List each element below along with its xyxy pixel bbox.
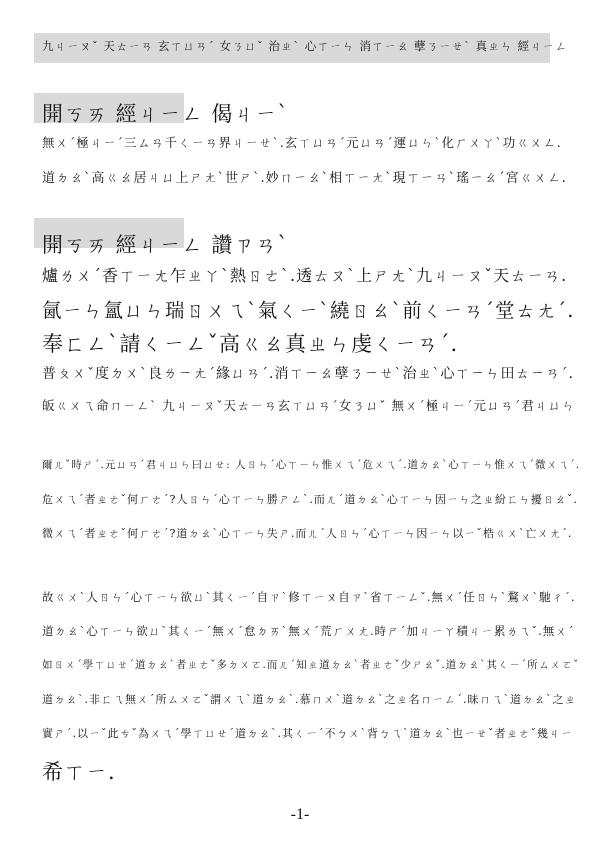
verse-line: 皈ㄍㄨㄟ命ㄇㄧㄥˋ 九ㄐㄧㄡˇ天ㄊㄧㄢ玄ㄒㄩㄢˊ女ㄋㄩˇ 無ㄨˊ極ㄐㄧˊ元ㄩㄢˊ君ㄐㄩㄣ [42,398,576,413]
verse-line: 無ㄨˊ極ㄐㄧˊ三ㄙㄢ千ㄑㄧㄢ界ㄐㄧㄝˋ.玄ㄒㄩㄢˊ元ㄩㄢˊ運ㄩㄣˋ化ㄏㄨㄚˋ功ㄍㄨㄥ. [42,135,562,150]
body-line: 故ㄍㄨˋ人ㄖㄣˊ心ㄒㄧㄣ欲ㄩˋ其ㄑㄧˊ自ㄗˋ修ㄒㄧㄡ自ㄗˋ省ㄒㄧㄥˇ.無ㄨˊ任ㄖㄣˋ鶩ㄨˋ馳ㄔˊ. [42,590,576,604]
body-line: 道ㄉㄠˋ.非ㄈㄟ無ㄨˊ所ㄙㄨㄛˇ謂ㄨㄟˋ道ㄉㄠˋ.慕ㄇㄨˋ道ㄉㄠˋ之ㄓ名ㄇㄧㄥˊ.昧ㄇㄟˋ道ㄉㄠˋ之ㄓ [42,693,577,706]
document-title: 九ㄐㄧㄡˇ 天ㄊㄧㄢ 玄ㄒㄩㄢˊ 女ㄋㄩˇ 治ㄓˋ 心ㄒㄧㄣ 消ㄒㄧㄠ 孽ㄋㄧㄝˋ 真ㄓㄣ 經ㄐㄧㄥ [42,39,568,53]
body-line: 危ㄨㄟˊ者ㄓㄜˇ何ㄏㄜˊ?人ㄖㄣˊ心ㄒㄧㄣ勝ㄕㄥˋ.而ㄦˊ道ㄉㄠˋ心ㄒㄧㄣ因ㄧㄣ之ㄓ紛ㄈㄣ擾ㄖㄠˇ. [42,493,578,506]
section-heading-kaijing-zan: 開ㄎㄞ 經ㄐㄧㄥ 讚ㄗㄢˋ [42,233,289,257]
verse-line: 爐ㄌㄨˊ香ㄒㄧㄤ乍ㄓㄚˋ熱ㄖㄜˋ.透ㄊㄡˋ上ㄕㄤˋ九ㄐㄧㄡˇ天ㄊㄧㄢ. [42,266,568,285]
verse-line: 道ㄉㄠˋ高ㄍㄠ居ㄐㄩ上ㄕㄤˋ世ㄕˋ.妙ㄇㄧㄠˋ相ㄒㄧㄤˋ現ㄒㄧㄢˋ瑤ㄧㄠˊ宮ㄍㄨㄥ. [42,171,567,186]
body-line: 微ㄨㄟˊ者ㄓㄜˇ何ㄏㄜˊ?道ㄉㄠˋ心ㄒㄧㄣ失ㄕ.而ㄦˊ人ㄖㄣˊ心ㄒㄧㄣ因ㄧㄣ以ㄧˇ梏ㄍㄨˋ亡ㄨㄤˊ. [42,527,573,540]
body-line: 希ㄒㄧ. [42,760,116,784]
verse-line: 普ㄆㄨˇ度ㄉㄨˋ良ㄌㄧㄤˊ緣ㄩㄢˊ.消ㄒㄧㄠ孽ㄋㄧㄝˋ治ㄓˋ心ㄒㄧㄣ田ㄊㄧㄢˊ. [42,366,574,382]
verse-line: 氤ㄧㄣ氳ㄩㄣ瑞ㄖㄨㄟˋ氣ㄑㄧˋ繞ㄖㄠˋ前ㄑㄧㄢˊ堂ㄊㄤˊ. [42,299,575,322]
page-number: -1- [290,806,310,823]
body-line: 道ㄉㄠˋ心ㄒㄧㄣ欲ㄩˋ其ㄑㄧˊ無ㄨˊ怠ㄉㄞˋ無ㄨˊ荒ㄏㄨㄤ.時ㄕˊ加ㄐㄧㄚ積ㄐㄧ累ㄌㄟˇ.無ㄨˊ [42,624,575,638]
body-line: 如ㄖㄨˊ學ㄒㄩㄝˊ道ㄉㄠˋ者ㄓㄜˇ多ㄉㄨㄛ.而ㄦˊ知ㄓ道ㄉㄠˋ者ㄓㄜˇ少ㄕㄠˇ.道ㄉㄠˋ其ㄑㄧˊ所ㄙㄨㄛˇ [42,659,580,671]
body-line: 實ㄕˊ.以ㄧˇ此ㄘˇ為ㄨㄟˊ學ㄒㄩㄝˊ道ㄉㄠˋ.其ㄑㄧˊ不ㄅㄨˋ背ㄅㄟˋ道ㄉㄠˋ也ㄧㄝˇ者ㄓㄜˇ幾ㄐㄧ [42,727,573,740]
body-line: 爾ㄦˇ時ㄕˊ.元ㄩㄢˊ君ㄐㄩㄣ曰ㄩㄝ: 人ㄖㄣˊ心ㄒㄧㄣ惟ㄨㄟˊ危ㄨㄟˊ.道ㄉㄠˋ心ㄒㄧㄣ惟ㄨㄟˊ微ㄨㄟˊ. [42,459,581,471]
verse-line: 奉ㄈㄥˋ請ㄑㄧㄥˇ高ㄍㄠ真ㄓㄣ虔ㄑㄧㄢˊ. [42,332,459,356]
section-heading-kaijing-ji: 開ㄎㄞ 經ㄐㄧㄥ 偈ㄐㄧˋ [42,102,289,126]
